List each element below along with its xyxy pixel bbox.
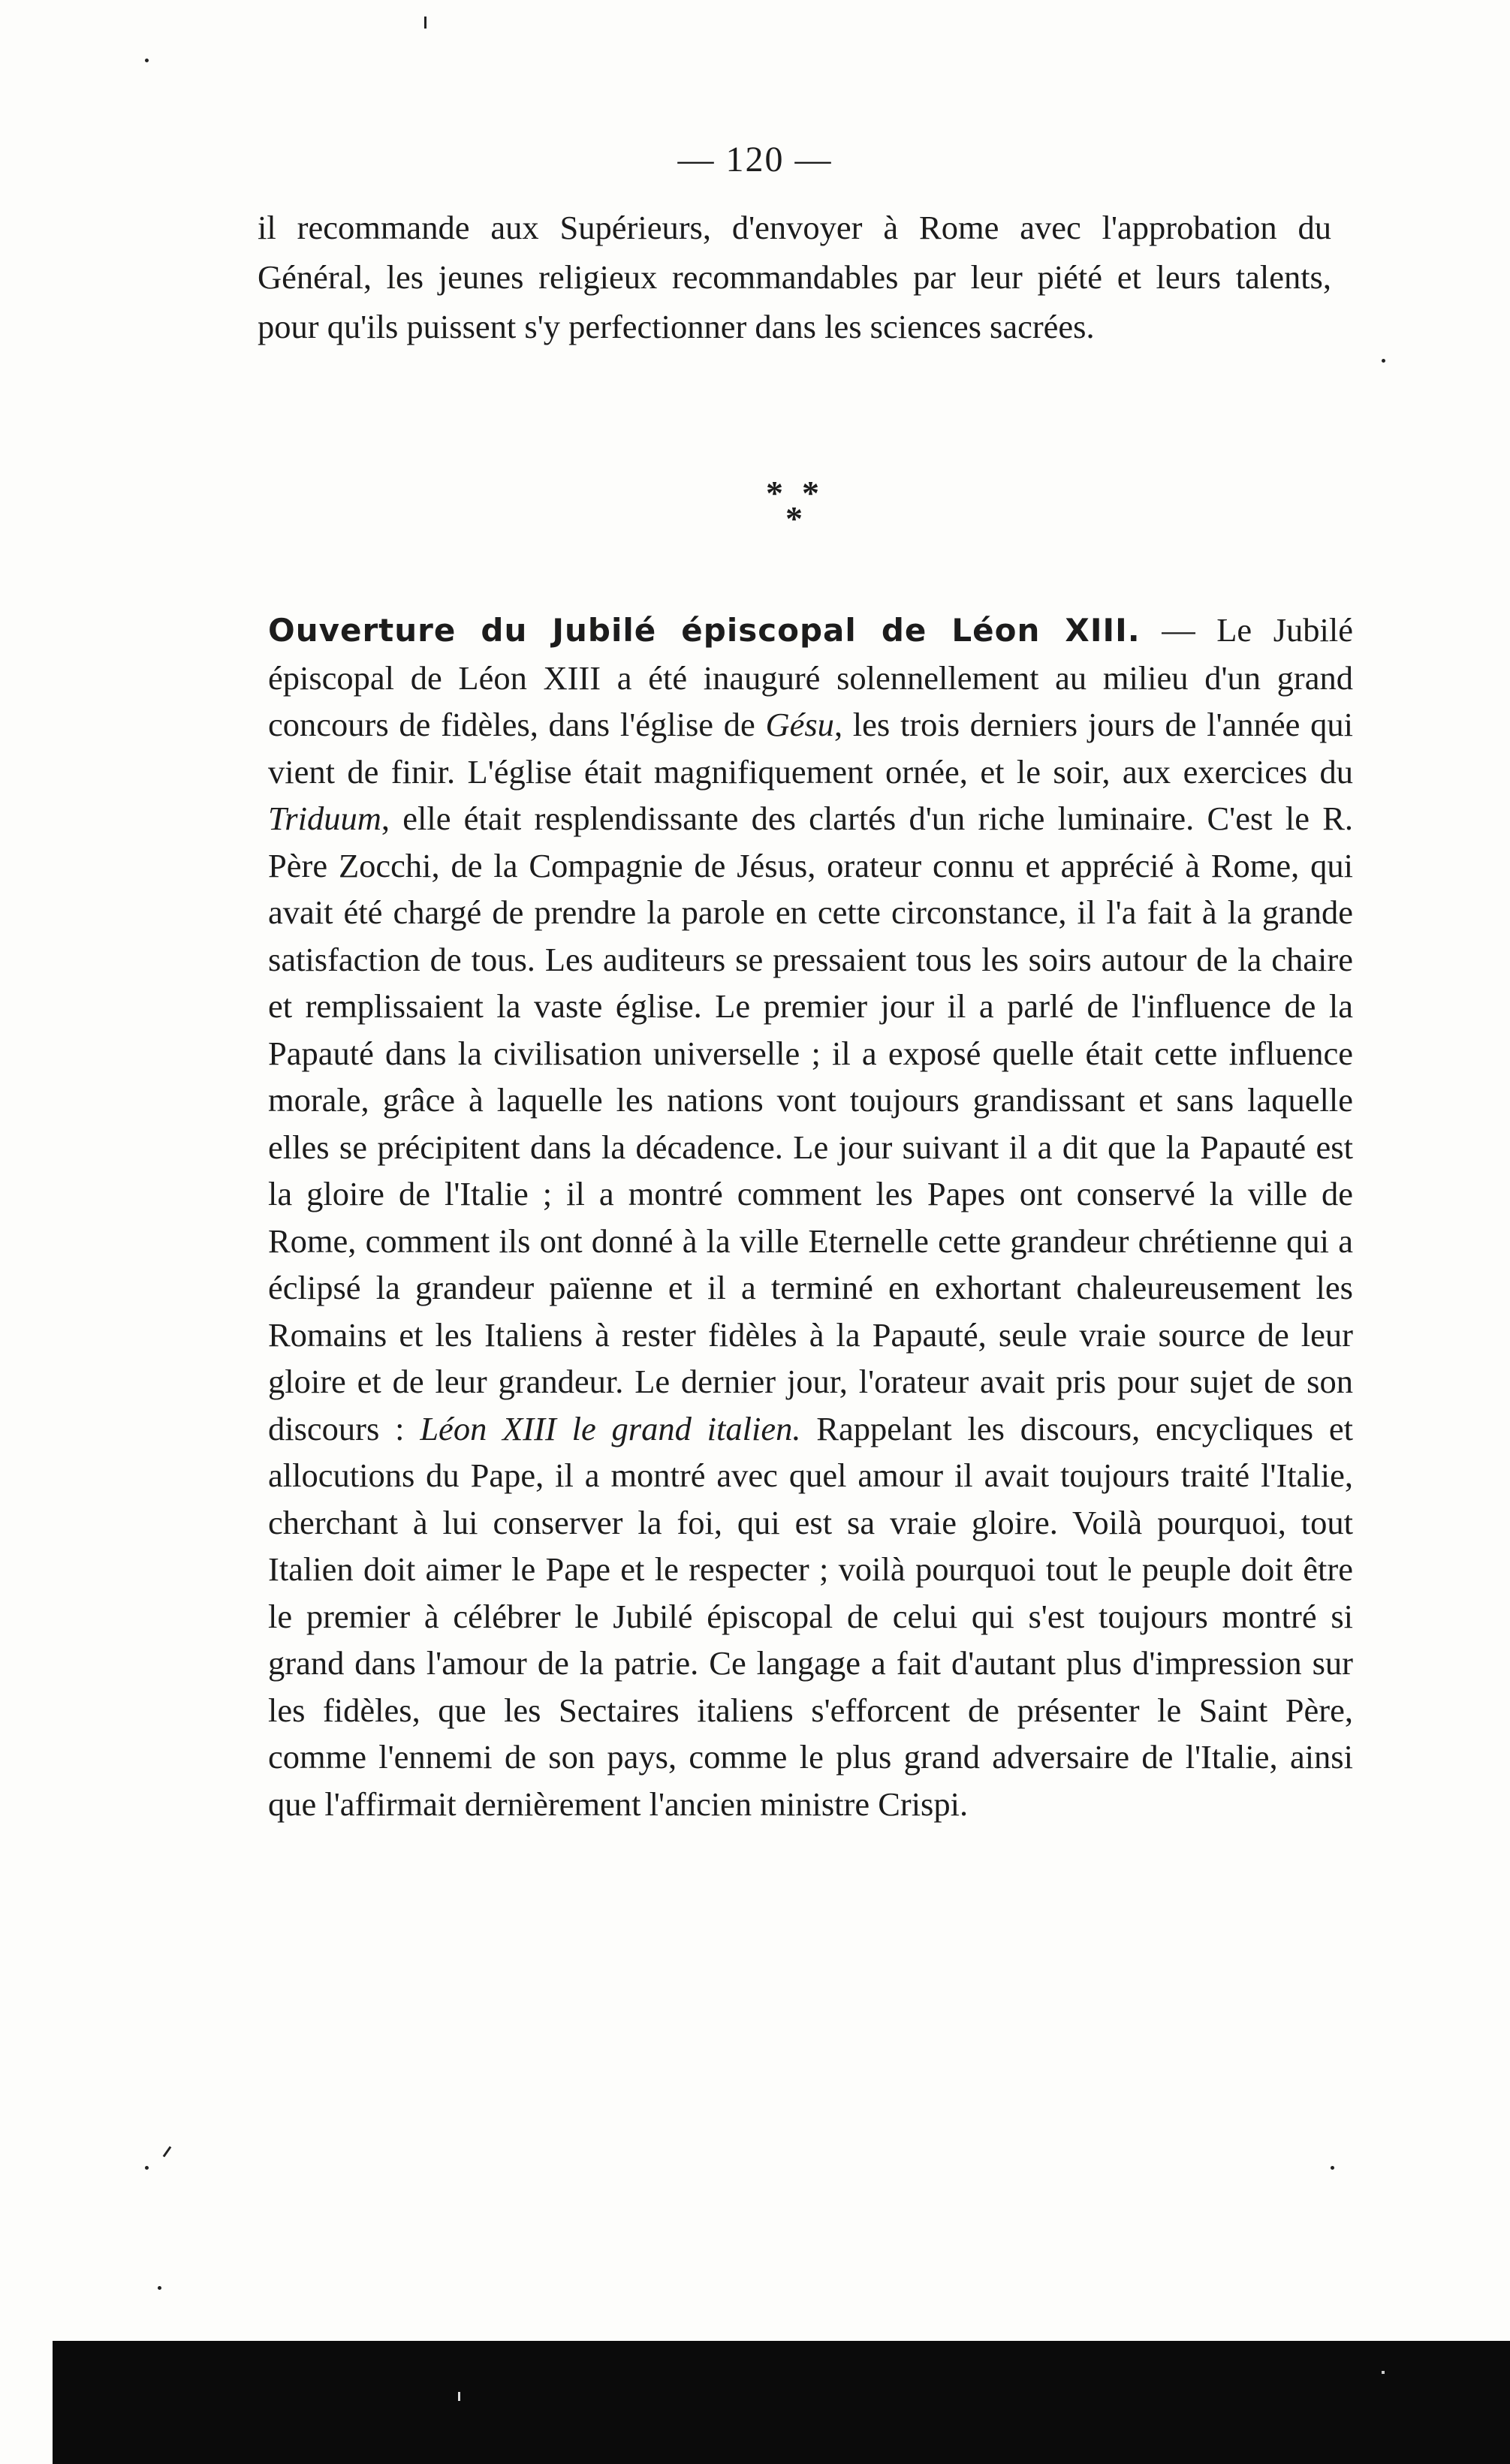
section-text: , elle était resplendissante des clartés d'un riche luminaire. C'est le R. Père Zocchi, de la Compagnie de Jésus, orateur connu et apprécié à Rome, qui avait été chargé de prendre la parole en cette circonstance, il l'a fait à la grande satisfaction de tous. Les auditeurs se pressaient tous les soirs autour de la chaire et remplissaient la vaste église. Le premier jour il a parlé de l'influence de la Papauté dans la civilisation universelle ; il a exposé quelle était cette influence morale, grâce à laquelle les nations vont toujours grandissant et sans laquelle elles se précipitent dans la décadence. Le jour suivant il a dit que la Papauté est la gloire de l'Italie ; il a montré comment les Papes ont conservé la ville de Rome, comment ils ont donné à la ville Eternelle cette grandeur chrétienne qui a éclipsé la grandeur païenne et il a terminé en exhortant chaleureusement les Romains et les Italiens à rester fidèles à la Papauté, seule vraie source de leur gloire et de leur grandeur. Le dernier jour, l'orateur avait pris pour sujet de son discours :: [268, 800, 1353, 1447]
section-text: — Le Jubilé épiscopal de Léon XIII a été inauguré solennellement au milieu d'un grand concours de fidèles, dans l'église de: [268, 611, 1353, 743]
italic-church-name: Gésu: [765, 706, 834, 743]
section-paragraph: [268, 607, 1353, 1827]
scan-mark: [145, 59, 149, 62]
asterism-star: *: [785, 499, 803, 538]
scan-mark: [1382, 359, 1385, 363]
scan-speck: [458, 2392, 460, 2401]
scan-mark: [424, 17, 426, 29]
scan-mark: [163, 2146, 172, 2158]
scan-mark: [1331, 2166, 1334, 2170]
section-heading: Ouverture du Jubilé épiscopal de Léon XIII.: [268, 612, 1141, 649]
scan-mark: [145, 2166, 149, 2170]
italic-triduum: Triduum: [268, 800, 381, 837]
page-number: — 120 —: [677, 140, 833, 179]
scan-speck: [1382, 2371, 1385, 2374]
section-text: Rappelant les discours, encycliques et allocutions du Pape, il a montré avec quel amour il avait toujours traité l'Italie, cherchant à lui conserver la foi, qui est sa vraie gloire. Voilà pourquoi, tout Italien doit aimer le Pape et le respecter ; voilà pourquoi tout le peuple doit être le premier à célébrer le Jubilé épiscopal de celui qui s'est toujours montré si grand dans l'amour de la patrie. Ce langage a fait d'autant plus d'impression sur les fidèles, que les Sectaires italiens s'efforcent de présenter le Saint Père, comme l'ennemi de son pays, comme le plus grand adversaire de l'Italie, ainsi que l'affirmait dernièrement l'ancien ministre Crispi.: [268, 1409, 1354, 1823]
italic-discourse-title: Léon XIII le grand italien.: [420, 1409, 801, 1447]
asterism-star: *: [802, 474, 819, 512]
scan-edge-band: [53, 2341, 1510, 2464]
asterism-separator: [766, 473, 841, 548]
continued-paragraph: il recommande aux Supérieurs, d'envoyer à Rome avec l'approbation du Général, les jeunes religieux recommandables par leur piété et leurs talents, pour qu'ils puissent s'y perfectionner dans les sciences sacrées.: [258, 209, 1331, 345]
asterism-star: *: [766, 474, 783, 512]
section-text: , les trois derniers jours de l'année qui vient de finir. L'église était magnifiquement ornée, et le soir, aux exercices du: [268, 706, 1353, 791]
scan-mark: [158, 2286, 161, 2290]
